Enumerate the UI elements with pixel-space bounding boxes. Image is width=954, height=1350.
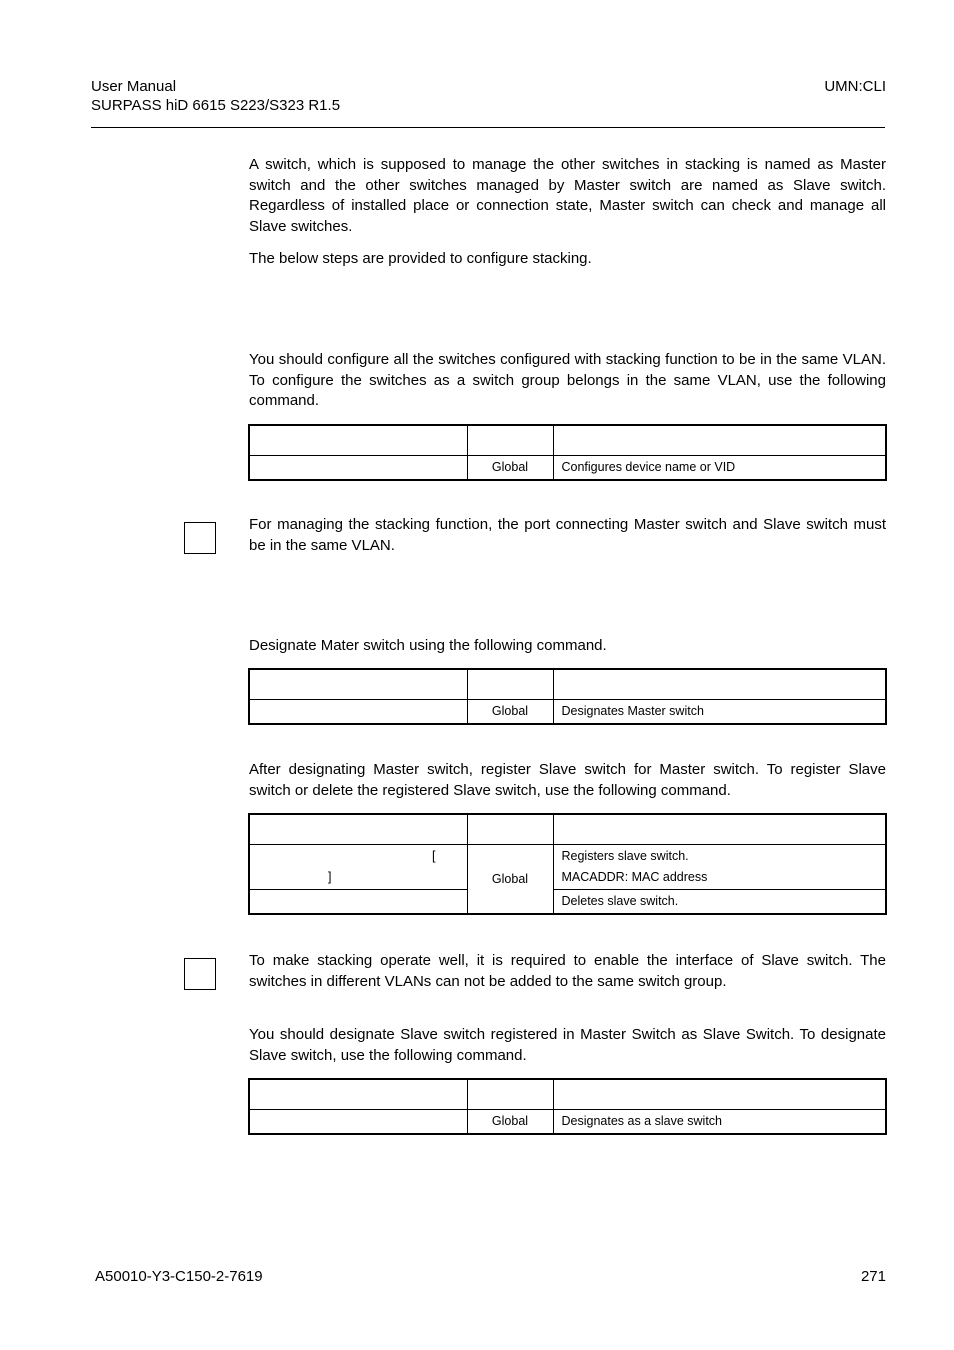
footer-doc-number: A50010-Y3-C150-2-7619 [95, 1268, 263, 1285]
footer-page-number: 271 [860, 1268, 886, 1285]
command-cell [249, 1109, 467, 1134]
table-row [249, 699, 886, 724]
command-cell [249, 889, 467, 914]
table-header-cell [553, 814, 886, 844]
header-title-line1: User Manual [91, 78, 177, 95]
description-line: MACADDR: MAC address [561, 869, 708, 884]
command-cell [249, 844, 467, 889]
note-enable-interface: To make stacking operate well, it is required to enable the interface of Slave switch. The switches in different VLANs can not be added to the same switch group. [249, 952, 886, 990]
table-header-cell [467, 1079, 553, 1109]
table-header-row [249, 814, 886, 844]
note-icon [184, 522, 216, 554]
header-rule [91, 127, 885, 128]
description-cell: Designates Master switch [553, 699, 886, 724]
command-table-vlan [248, 424, 887, 481]
register-slave-paragraph: After designating Master switch, register Slave switch for Master switch. To register Slave switch or delete the registered Slave switch, use the following command. [249, 761, 886, 799]
command-cell [249, 455, 467, 480]
header-doc-ref: UMN:CLI [824, 78, 886, 95]
command-table-register-slave [248, 813, 887, 915]
table-header-cell [467, 425, 553, 455]
table-header-cell [553, 669, 886, 699]
note-vlan-port: For managing the stacking function, the port connecting Master switch and Slave switch must be in the same VLAN. [249, 516, 886, 554]
table-header-row [249, 1079, 886, 1109]
header-title-line2: SURPASS hiD 6615 S223/S323 R1.5 [91, 97, 341, 114]
table-header-row [249, 425, 886, 455]
table-header-cell [553, 425, 886, 455]
table-row [249, 455, 886, 480]
table-header-cell [553, 1079, 886, 1109]
command-cell [249, 699, 467, 724]
mode-cell: Global [467, 1109, 553, 1134]
command-table-master [248, 668, 887, 725]
mode-cell: Global [467, 844, 553, 914]
table-row [249, 889, 886, 914]
table-header-cell [249, 669, 467, 699]
bracket-close: ] [328, 869, 332, 884]
bracket-open: [ [432, 848, 436, 863]
description-cell [553, 844, 886, 889]
description-cell: Configures device name or VID [553, 455, 886, 480]
table-header-cell [249, 1079, 467, 1109]
mode-cell: Global [467, 699, 553, 724]
vlan-paragraph: You should configure all the switches configured with stacking function to be in the same VLAN. To configure the switches as a switch group belongs in the same VLAN, use the following command. [249, 351, 886, 410]
table-header-cell [249, 425, 467, 455]
mode-cell: Global [467, 455, 553, 480]
table-header-cell [249, 814, 467, 844]
table-header-cell [467, 814, 553, 844]
description-cell: Deletes slave switch. [553, 889, 886, 914]
steps-paragraph: The below steps are provided to configure stacking. [249, 250, 592, 267]
table-row [249, 844, 886, 889]
master-paragraph: Designate Mater switch using the following command. [249, 637, 607, 654]
description-cell: Designates as a slave switch [553, 1109, 886, 1134]
note-icon [184, 958, 216, 990]
table-header-row [249, 669, 886, 699]
designate-slave-paragraph: You should designate Slave switch registered in Master Switch as Slave Switch. To designate Slave switch, use the following command. [249, 1026, 886, 1064]
table-row [249, 1109, 886, 1134]
command-table-slave [248, 1078, 887, 1135]
description-line: Registers slave switch. [561, 848, 689, 863]
table-header-cell [467, 669, 553, 699]
intro-paragraph: A switch, which is supposed to manage the other switches in stacking is named as Master switch and the other switches managed by Master switch are named as Slave switch. Regardless of installed place or connection state, Master switch can check and manage all Slave switches. [249, 156, 886, 236]
